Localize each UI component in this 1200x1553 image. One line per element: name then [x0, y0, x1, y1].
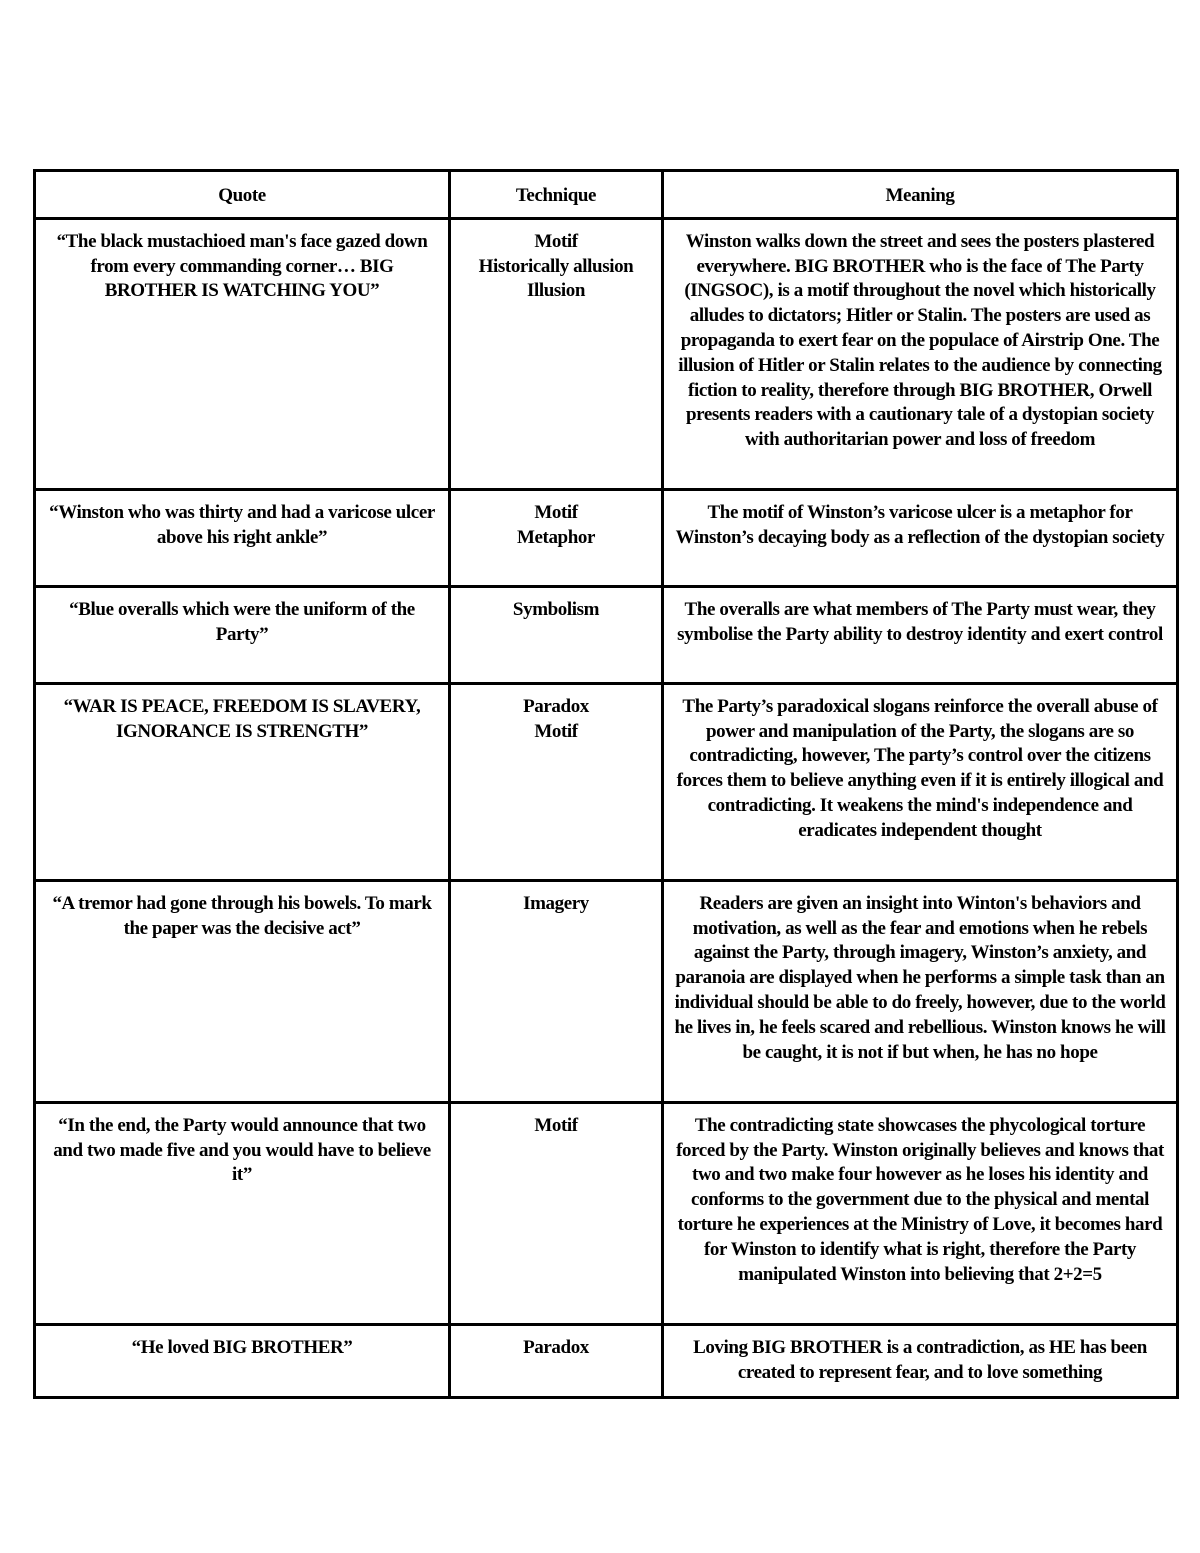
table-row — [35, 586, 1178, 683]
table-row — [35, 218, 1178, 489]
quote-cell: “He loved BIG BROTHER” — [35, 1324, 450, 1397]
quote-cell: “A tremor had gone through his bowels. To mark the paper was the decisive act” — [35, 880, 450, 1102]
meaning-cell: The motif of Winston’s varicose ulcer is a metaphor for Winston’s decaying body as a reflection of the dystopian society — [663, 489, 1178, 586]
technique-item: Paradox — [523, 695, 589, 717]
header-technique: Technique — [450, 171, 663, 219]
table-header-row — [35, 171, 1178, 219]
technique-item: Imagery — [523, 892, 589, 914]
quote-cell: “In the end, the Party would announce that two and two made five and you would have to believe it” — [35, 1102, 450, 1324]
quote-cell: “The black mustachioed man's face gazed down from every commanding corner… BIG BROTHER IS WATCHING YOU” — [35, 218, 450, 489]
quote-cell: “Blue overalls which were the uniform of the Party” — [35, 586, 450, 683]
meaning-cell: Winston walks down the street and sees the posters plastered everywhere. BIG BROTHER who is the face of The Party (INGSOC), is a motif throughout the novel which historically alludes to dictators; Hitler or Stalin. The posters are used as propaganda to exert fear on the populace of Airstrip One. The illusion of Hitler or Stalin relates to the audience by connecting fiction to reality, therefore through BIG BROTHER, Orwell presents readers with a cautionary tale of a dystopian society with authoritarian power and loss of freedom — [663, 218, 1178, 489]
technique-cell — [450, 880, 663, 1102]
table-row — [35, 683, 1178, 880]
analysis-table — [33, 169, 1179, 1399]
meaning-cell — [663, 1324, 1178, 1397]
technique-item: Motif — [534, 501, 578, 523]
meaning-cell: Readers are given an insight into Winton's behaviors and motivation, as well as the fear and emotions when he rebels against the Party, through imagery, Winston’s anxiety, and paranoia are displayed when he performs a simple task than an individual should be able to do freely, however, due to the world he lives in, he feels scared and rebellious. Winston knows he will be caught, it is not if but when, he has no hope — [663, 880, 1178, 1102]
technique-cell — [450, 218, 663, 489]
technique-cell — [450, 489, 663, 586]
technique-cell — [450, 586, 663, 683]
table-row — [35, 1324, 1178, 1397]
meaning-cell: The Party’s paradoxical slogans reinforce the overall abuse of power and manipulation of the Party, the slogans are so contradicting, however, The party’s control over the citizens forces them to believe anything even if it is entirely illogical and contradicting. It weakens the mind's independence and eradicates independent thought — [663, 683, 1178, 880]
technique-cell — [450, 683, 663, 880]
technique-item: Motif — [534, 230, 578, 252]
technique-item: Illusion — [526, 280, 586, 302]
technique-item: Motif — [534, 1114, 578, 1136]
technique-item: Metaphor — [516, 526, 596, 548]
quote-cell: “Winston who was thirty and had a varicose ulcer above his right ankle” — [35, 489, 450, 586]
table-row — [35, 880, 1178, 1102]
meaning-cell: The contradicting state showcases the phycological torture forced by the Party. Winston originally believes and knows that two and two make four however as he loses his identity and conforms to the government due to the physical and mental torture he experiences at the Ministry of Love, it becomes hard for Winston to identify what is right, therefore the Party manipulated Winston into believing that 2+2=5 — [663, 1102, 1178, 1324]
technique-cell — [450, 1102, 663, 1324]
table-row — [35, 489, 1178, 586]
technique-item: Motif — [534, 720, 578, 742]
header-meaning: Meaning — [663, 171, 1178, 219]
technique-item: Paradox — [523, 1336, 589, 1358]
technique-item: Historically allusion — [478, 255, 634, 277]
table-row — [35, 1102, 1178, 1324]
quote-cell: “WAR IS PEACE, FREEDOM IS SLAVERY, IGNORANCE IS STRENGTH” — [35, 683, 450, 880]
header-quote: Quote — [35, 171, 450, 219]
technique-cell — [450, 1324, 663, 1397]
meaning-text: Loving BIG BROTHER is a contradiction, as HE has been created to represent fear, and to love something — [693, 1336, 1147, 1383]
meaning-cell: The overalls are what members of The Party must wear, they symbolise the Party ability to destroy identity and exert control — [663, 586, 1178, 683]
technique-item: Symbolism — [512, 598, 600, 620]
